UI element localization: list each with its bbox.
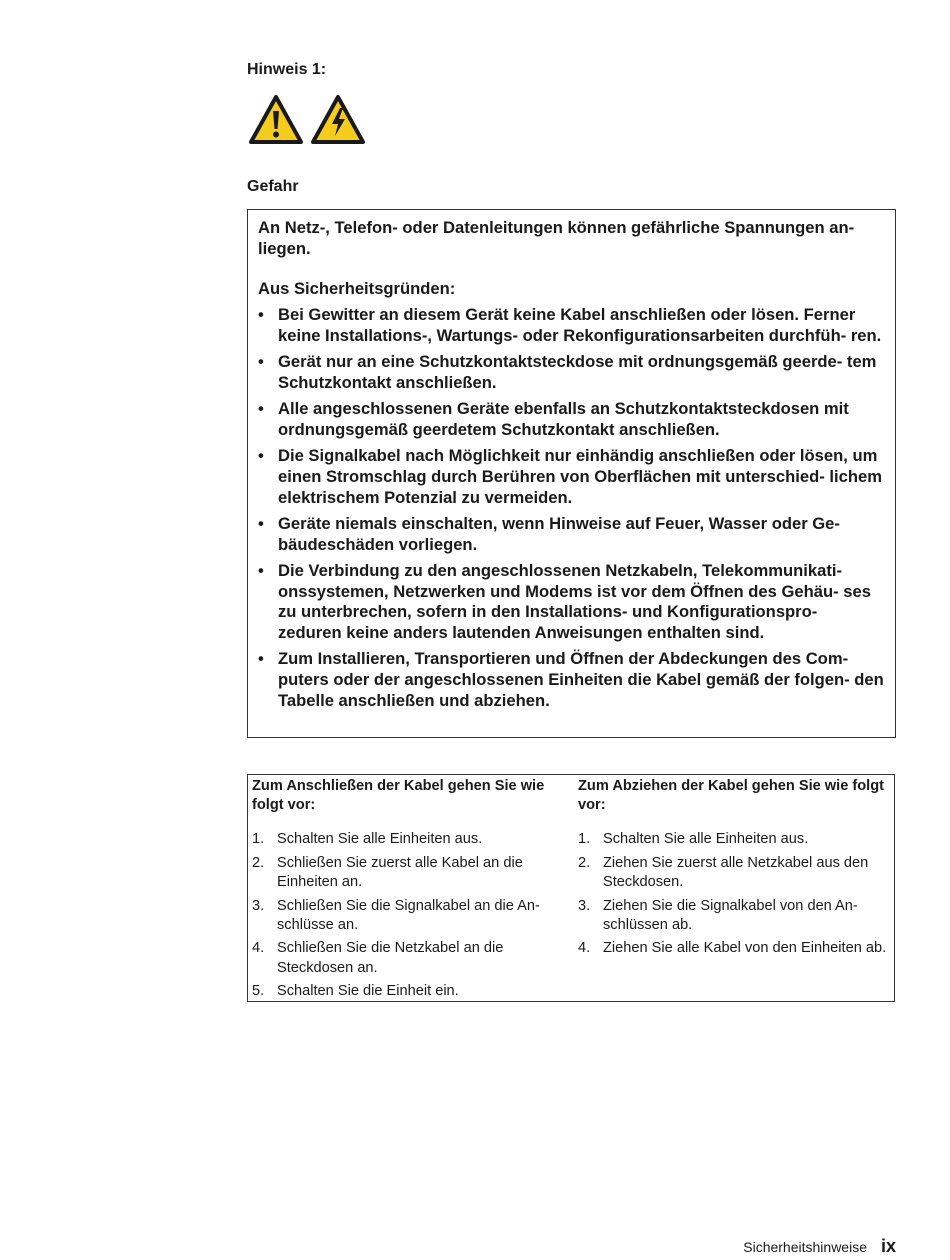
danger-notice-box bbox=[247, 209, 896, 738]
list-item: • Geräte niemals einschalten, wenn Hinweise auf Feuer, Wasser oder Ge- bäudeschäden vorliegen. bbox=[258, 513, 840, 554]
safety-subheading: Aus Sicherheitsgründen: bbox=[258, 279, 456, 299]
list-item: • Gerät nur an eine Schutzkontaktsteckdose mit ordnungsgemäß geerde- tem Schutzkontakt anschließen. bbox=[258, 352, 877, 392]
electrical-hazard-icon bbox=[310, 94, 366, 146]
page-footer bbox=[743, 1236, 896, 1257]
list-item: 1. Schalten Sie alle Einheiten aus. bbox=[252, 831, 483, 848]
connect-steps bbox=[252, 830, 570, 1001]
danger-label: Gefahr bbox=[247, 178, 299, 195]
cable-procedure-table bbox=[247, 774, 895, 1002]
page-number: ix bbox=[880, 1236, 896, 1256]
list-item: 2. Schließen Sie zuerst alle Kabel an die Einheiten an. bbox=[252, 854, 523, 891]
list-item: 5. Schalten Sie die Einheit ein. bbox=[252, 983, 459, 1000]
list-item: 3. Ziehen Sie die Signalkabel von den An- schlüssen ab. bbox=[578, 897, 858, 933]
list-item: • Zum Installieren, Transportieren und Öffnen der Abdeckungen des Com- puters oder der angeschlossenen Einheiten die Kabel gemäß der folgen- den Tabelle anschließen und abziehen. bbox=[258, 649, 884, 710]
safety-list bbox=[258, 305, 885, 711]
list-item: • Alle angeschlossenen Geräte ebenfalls an Schutzkontaktsteckdosen mit ordnungsgemäß geerdetem Schutzkontakt anschließen. bbox=[258, 399, 849, 439]
disconnect-steps bbox=[578, 830, 890, 958]
connect-column bbox=[248, 775, 574, 1001]
list-item: • Die Verbindung zu den angeschlossenen Netzkabeln, Telekommunikati- onssystemen, Netzwerken und Modems ist vor dem Öffnen des Gehäu- ses zu unterbrechen, sofern in den Installations- und Konfigurationspro- zeduren keine anders lautenden Anweisungen enthalten sind. bbox=[258, 560, 871, 642]
list-item: 4. Ziehen Sie alle Kabel von den Einheiten ab. bbox=[578, 940, 887, 957]
danger-intro: An Netz-, Telefon- oder Datenleitungen können gefährliche Spannungen an- liegen. bbox=[258, 218, 855, 258]
disconnect-column bbox=[574, 775, 894, 1001]
disconnect-heading: Zum Abziehen der Kabel gehen Sie wie folgt vor: bbox=[578, 778, 884, 814]
list-item: 1. Schalten Sie alle Einheiten aus. bbox=[578, 831, 809, 848]
list-item: 2. Ziehen Sie zuerst alle Netzkabel aus den Steckdosen. bbox=[578, 854, 869, 891]
list-item: • Die Signalkabel nach Möglichkeit nur einhändig anschließen oder lösen, um einen Stromschlag durch Berühren von Oberflächen mit unterschied- lichem elektrischem Potenzial zu vermeiden. bbox=[258, 446, 882, 507]
footer-section-title: Sicherheitshinweise bbox=[743, 1239, 867, 1255]
list-item: 4. Schließen Sie die Netzkabel an die Steckdosen an. bbox=[252, 940, 504, 976]
note-title: Hinweis 1: bbox=[247, 61, 327, 78]
list-item: • Bei Gewitter an diesem Gerät keine Kabel anschließen oder lösen. Ferner keine Installations-, Wartungs- oder Rekonfigurationsarbeiten durchfüh- ren. bbox=[258, 305, 882, 345]
warning-icon bbox=[248, 94, 304, 146]
hazard-icons bbox=[248, 94, 366, 146]
list-item: 3. Schließen Sie die Signalkabel an die An- schlüsse an. bbox=[252, 897, 540, 933]
connect-heading: Zum Anschließen der Kabel gehen Sie wie folgt vor: bbox=[252, 778, 545, 814]
